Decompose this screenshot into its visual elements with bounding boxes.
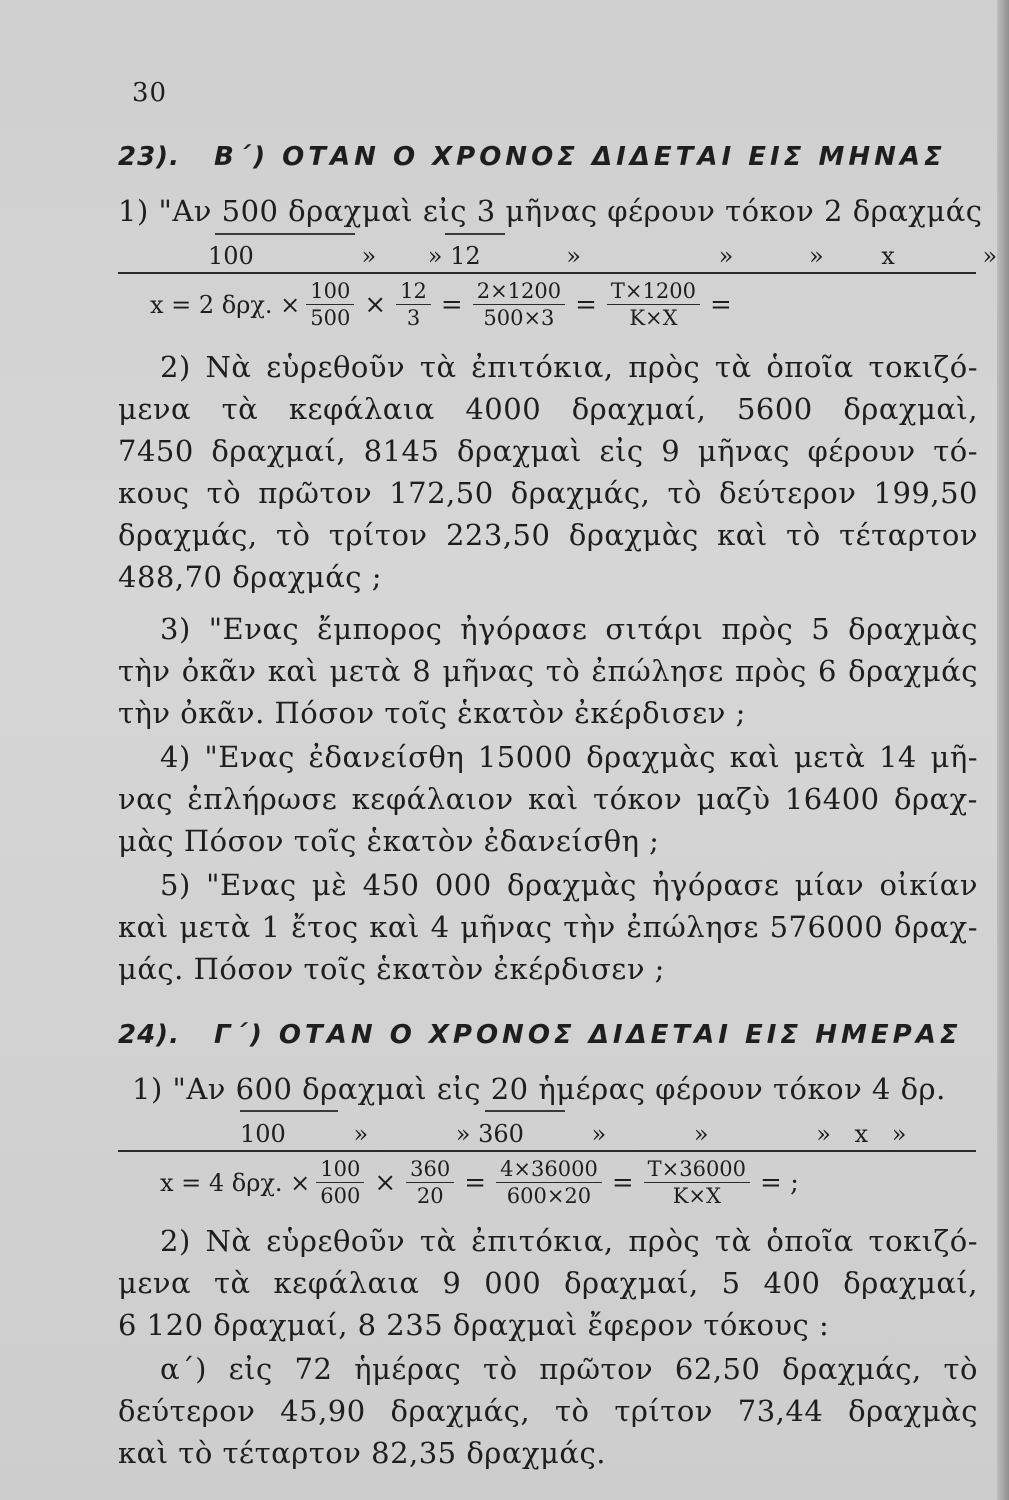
s24-formula	[160, 1158, 803, 1207]
s24-frac-1-den: 600	[320, 1184, 361, 1208]
s23-row2-c3: »	[566, 242, 581, 270]
s23-frac-1	[306, 280, 354, 329]
s24-row2-c4: »	[693, 1120, 709, 1148]
s23-row2-c7: »	[982, 242, 998, 270]
s24-frac-2-num: 360	[406, 1158, 454, 1183]
s23-frac-3-den: 500×3	[483, 306, 555, 330]
s23-divider	[118, 272, 976, 274]
s23-line-0: 2) Νὰ εὑρεθοῦν τὰ ἐπιτόκια, πρὸς τὰ ὁποῖα τοκιζό-	[160, 350, 978, 384]
s24-frac-4	[644, 1158, 750, 1207]
s24-frac-1-num: 100	[316, 1158, 364, 1183]
s23-frac-4	[607, 280, 700, 329]
s24-ex1-row2	[240, 1120, 906, 1148]
s23-row2-c5: »	[808, 242, 824, 270]
s23-line-8: τὴν ὀκᾶν. Πόσον τοῖς ἑκατὸν ἐκέρδισεν ;	[118, 696, 746, 730]
s23-line-11: μὰς Πόσον τοῖς ἑκατὸν ἐδανείσθη ;	[118, 824, 660, 858]
page-number: 30	[132, 78, 168, 108]
s23-line-5: 488,70 δραχμάς ;	[118, 560, 383, 594]
s23-row2-c0: 100	[208, 242, 254, 270]
s24-line-2: 6 120 δραχμαί, 8 235 δραχμαὶ ἔφερον τόκους :	[118, 1308, 830, 1342]
s23-line-1: μενα τὰ κεφάλαια 4000 δραχμαί, 5600 δραχμαὶ,	[118, 392, 978, 426]
s24-ex1-line1: 1) "Αν 600 δραχμαὶ εἰς 20 ἡμέρας φέρουν τόκον 4 δρ.	[132, 1072, 946, 1106]
s23-frac-1-num: 100	[306, 280, 354, 305]
s23-line-14: μάς. Πόσον τοῖς ἑκατὸν ἐκέρδισεν ;	[118, 952, 665, 986]
s23-row2-c6: x	[881, 242, 895, 270]
s23-line-6: 3) "Ενας ἔμπορος ἠγόρασε σιτάρι πρὸς 5 δραχμὰς	[160, 612, 978, 646]
s23-line-3: κους τὸ πρῶτον 172,50 δραχμάς, τὸ δεύτερον 199,50	[118, 476, 978, 510]
s24-row2-c2: » 360	[455, 1120, 524, 1148]
s24-row2-c0: 100	[240, 1120, 286, 1148]
s24-times: ×	[374, 1167, 397, 1198]
s24-eq-end: = ;	[760, 1167, 799, 1198]
s23-x-label: x = 2 δρχ. ×	[150, 290, 301, 319]
s24-frac-2	[406, 1158, 454, 1207]
s24-frac-4-num: Τ×36000	[644, 1158, 750, 1183]
section-24-number: 24).	[118, 1020, 180, 1050]
s23-times: ×	[364, 289, 387, 320]
s24-frac-3-num: 4×36000	[496, 1158, 602, 1183]
section-24-heading	[118, 1020, 962, 1050]
s23-frac-4-den: Κ×Χ	[629, 306, 678, 330]
s23-eq-2: =	[575, 289, 597, 320]
s24-row2-c7: »	[891, 1120, 907, 1148]
s24-x-label: x = 4 δρχ. ×	[160, 1168, 311, 1197]
s23-frac-2	[396, 280, 431, 329]
s23-line-7: τὴν ὀκᾶν καὶ μετὰ 8 μῆνας τὸ ἐπώλησε πρὸς 6 δραχμάς	[118, 654, 978, 688]
section-23-number: 23).	[118, 142, 180, 172]
s23-underline-2	[445, 233, 505, 235]
s23-frac-4-num: Τ×1200	[607, 280, 700, 305]
s24-line-1: μενα τὰ κεφάλαια 9 000 δραχμαί, 5 400 δραχμαί,	[118, 1266, 978, 1300]
s23-frac-3-num: 2×1200	[473, 280, 565, 305]
s24-underline-1	[240, 1110, 338, 1112]
section-23-heading	[118, 142, 946, 172]
s23-ex1-line1: 1) "Αν 500 δραχμαὶ εἰς 3 μῆνας φέρουν τόκον 2 δραχμάς	[118, 194, 983, 228]
s24-frac-4-den: Κ×Χ	[672, 1184, 721, 1208]
s23-line-2: 7450 δραχμαί, 8145 δραχμαὶ εἰς 9 μῆνας φέρουν τό-	[118, 434, 978, 468]
s23-frac-2-num: 12	[396, 280, 431, 305]
s23-ex1-row2	[208, 242, 997, 270]
s24-row2-c3: »	[591, 1120, 607, 1148]
s24-line-5: καὶ τὸ τέταρτον 82,35 δραχμάς.	[118, 1436, 606, 1470]
s23-underline-1	[215, 233, 355, 235]
s24-row2-c1: »	[353, 1120, 369, 1148]
s23-line-12: 5) "Ενας μὲ 450 000 δραχμὰς ἠγόρασε μίαν οἰκίαν	[160, 868, 978, 902]
s23-row2-c4: »	[718, 242, 734, 270]
s23-row2-c2: » 12	[427, 242, 481, 270]
s24-divider	[118, 1150, 976, 1152]
s24-line-4: δεύτερον 45,90 δραχμάς, τὸ τρίτον 73,44 δραχμὰς	[118, 1394, 978, 1428]
s23-line-4: δραχμάς, τὸ τρίτον 223,50 δραχμὰς καὶ τὸ τέταρτον	[118, 518, 978, 552]
s24-row2-c6: x	[854, 1120, 869, 1148]
s24-line-0: 2) Νὰ εὑρεθοῦν τὰ ἐπιτόκια, πρὸς τὰ ὁποῖα τοκιζό-	[160, 1224, 978, 1258]
s24-eq-2: =	[611, 1167, 634, 1198]
s23-formula	[150, 280, 736, 329]
s23-line-9: 4) "Ενας ἐδανείσθη 15000 δραχμὰς καὶ μετὰ 14 μῆ-	[160, 740, 978, 774]
s24-frac-3-den: 600×20	[506, 1184, 592, 1208]
s24-frac-3	[496, 1158, 602, 1207]
s24-line-3: α΄) εἰς 72 ἡμέρας τὸ πρῶτον 62,50 δραχμάς, τὸ	[160, 1352, 978, 1386]
s24-frac-2-den: 20	[416, 1184, 444, 1208]
s23-frac-3	[473, 280, 565, 329]
s24-underline-2	[485, 1110, 565, 1112]
section-24-title: Γ΄) ΟΤΑΝ Ο ΧΡΟΝΟΣ ΔΙΔΕΤΑΙ ΕΙΣ ΗΜΕΡΑΣ	[213, 1020, 962, 1050]
s23-row2-c1: »	[361, 242, 377, 270]
s23-line-10: νας ἐπλήρωσε κεφάλαιον καὶ τόκον μαζὺ 16400 δραχ-	[118, 782, 978, 816]
page-edge-shadow	[997, 0, 1009, 1500]
s23-frac-2-den: 3	[406, 306, 421, 330]
section-23-title: Β΄) ΟΤΑΝ Ο ΧΡΟΝΟΣ ΔΙΔΕΤΑΙ ΕΙΣ ΜΗΝΑΣ	[213, 142, 946, 172]
s23-eq-end: =	[709, 289, 732, 320]
s24-frac-1	[316, 1158, 364, 1207]
s23-eq-1: =	[440, 289, 463, 320]
s23-line-13: καὶ μετὰ 1 ἔτος καὶ 4 μῆνας τὴν ἐπώλησε 576000 δραχ-	[118, 910, 978, 944]
s24-eq-1: =	[464, 1167, 487, 1198]
s24-row2-c5: »	[816, 1120, 831, 1148]
s23-frac-1-den: 500	[310, 306, 351, 330]
